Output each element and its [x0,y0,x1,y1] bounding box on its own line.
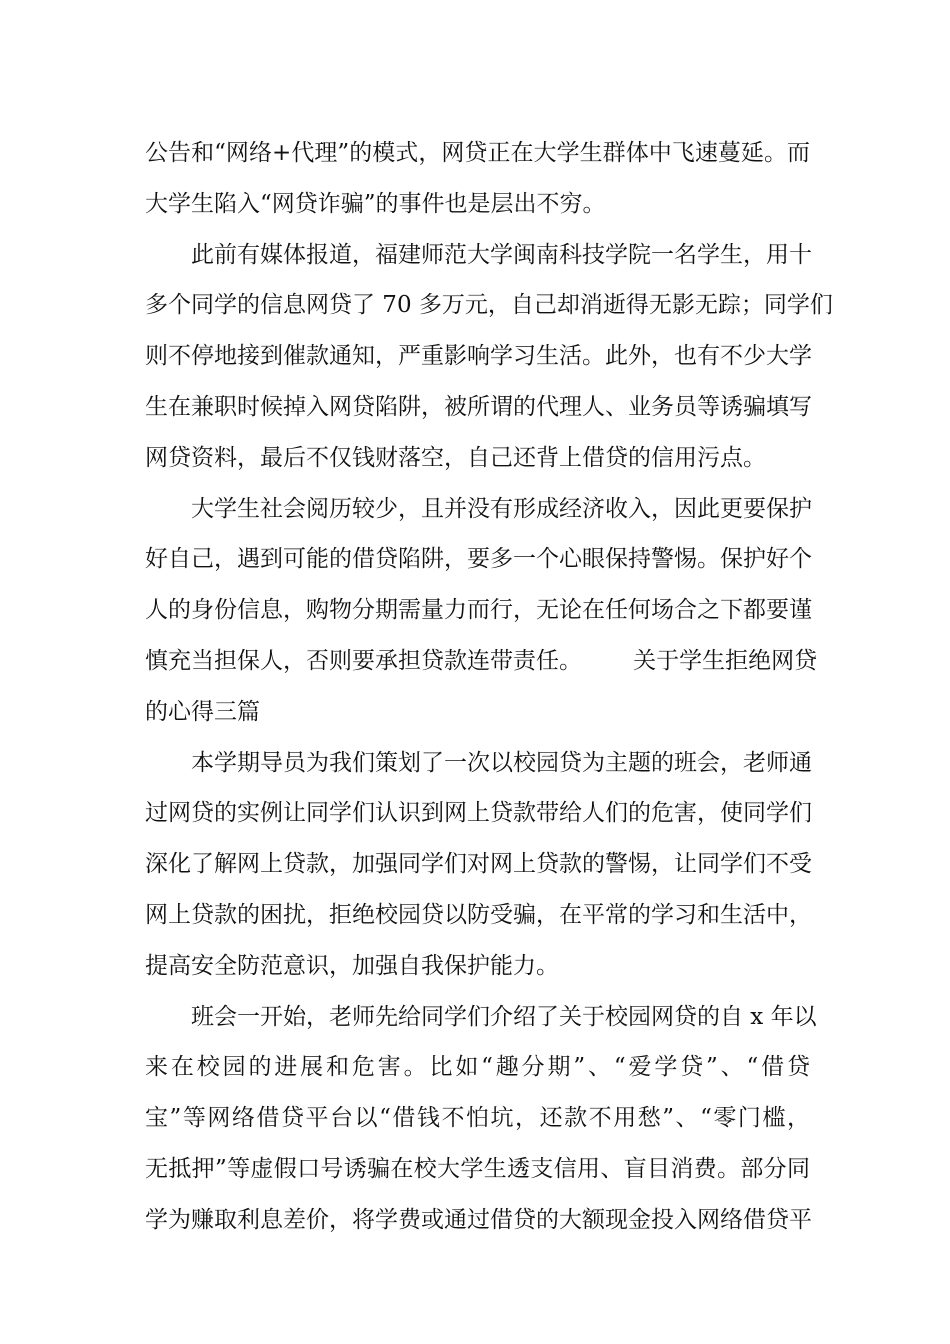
paragraph-4-line-1: 本学期导员为我们策划了一次以校园贷为主题的班会，老师通 [191,749,812,776]
paragraph-5-line-5: 学为赚取利息差价，将学费或通过借贷的大额现金投入网络借贷平 [145,1206,812,1233]
paragraph-5-line-2: 来在校园的进展和危害。比如“趣分期”、“爱学贷”、“借贷 [145,1054,810,1081]
paragraph-4-line-2: 过网贷的实例让同学们认识到网上贷款带给人们的危害，使同学们 [145,800,812,827]
paragraph-5-line-1: 班会一开始，老师先给同学们介绍了关于校园网贷的自 x 年以 [191,1003,817,1030]
paragraph-2-line-1: 此前有媒体报道，福建师范大学闽南科技学院一名学生，用十 [191,241,812,268]
paragraph-5-line-4: 无抵押”等虚假口号诱骗在校大学生透支信用、盲目消费。部分同 [145,1155,810,1182]
paragraph-4-line-5: 提高安全防范意识，加强自我保护能力。 [145,952,559,979]
paragraph-5-line-3: 宝”等网络借贷平台以“借钱不怕坑，还款不用愁”、“零门槛， [145,1105,810,1132]
paragraph-3-line-1: 大学生社会阅历较少，且并没有形成经济收入，因此更要保护 [191,495,812,522]
document-body [145,128,833,1246]
paragraph-3-line-3: 人的身份信息，购物分期需量力而行，无论在任何场合之下都要谨 [145,597,812,624]
paragraph-2-line-5: 网贷资料，最后不仅钱财落空，自己还背上借贷的信用污点。 [145,444,766,471]
paragraph-2-line-3: 则不停地接到催款通知，严重影响学习生活。此外，也有不少大学 [145,343,812,370]
paragraph-1-line-1: 公告和“网络+代理”的模式，网贷正在大学生群体中飞速蔓延。而 [145,140,810,166]
paragraph-3-line-2: 好自己，遇到可能的借贷陷阱，要多一个心眼保持警惕。保护好个 [145,546,812,573]
paragraph-2-line-4: 生在兼职时候掉入网贷陷阱，被所谓的代理人、业务员等诱骗填写 [145,393,812,420]
paragraph-1-line-2: 大学生陷入“网贷诈骗”的事件也是层出不穷。 [145,190,606,217]
paragraph-4-line-3: 深化了解网上贷款，加强同学们对网上贷款的警惕，让同学们不受 [145,851,812,878]
paragraph-3-line-4: 慎充当担保人，否则要承担贷款连带责任。 关于学生拒绝网贷 [145,647,818,674]
paragraph-2-line-2: 多个同学的信息网贷了 70 多万元，自己却消逝得无影无踪；同学们 [145,292,833,319]
paragraph-3-line-5: 的心得三篇 [145,698,260,725]
paragraph-4-line-4: 网上贷款的困扰，拒绝校园贷以防受骗，在平常的学习和生活中， [145,901,812,928]
